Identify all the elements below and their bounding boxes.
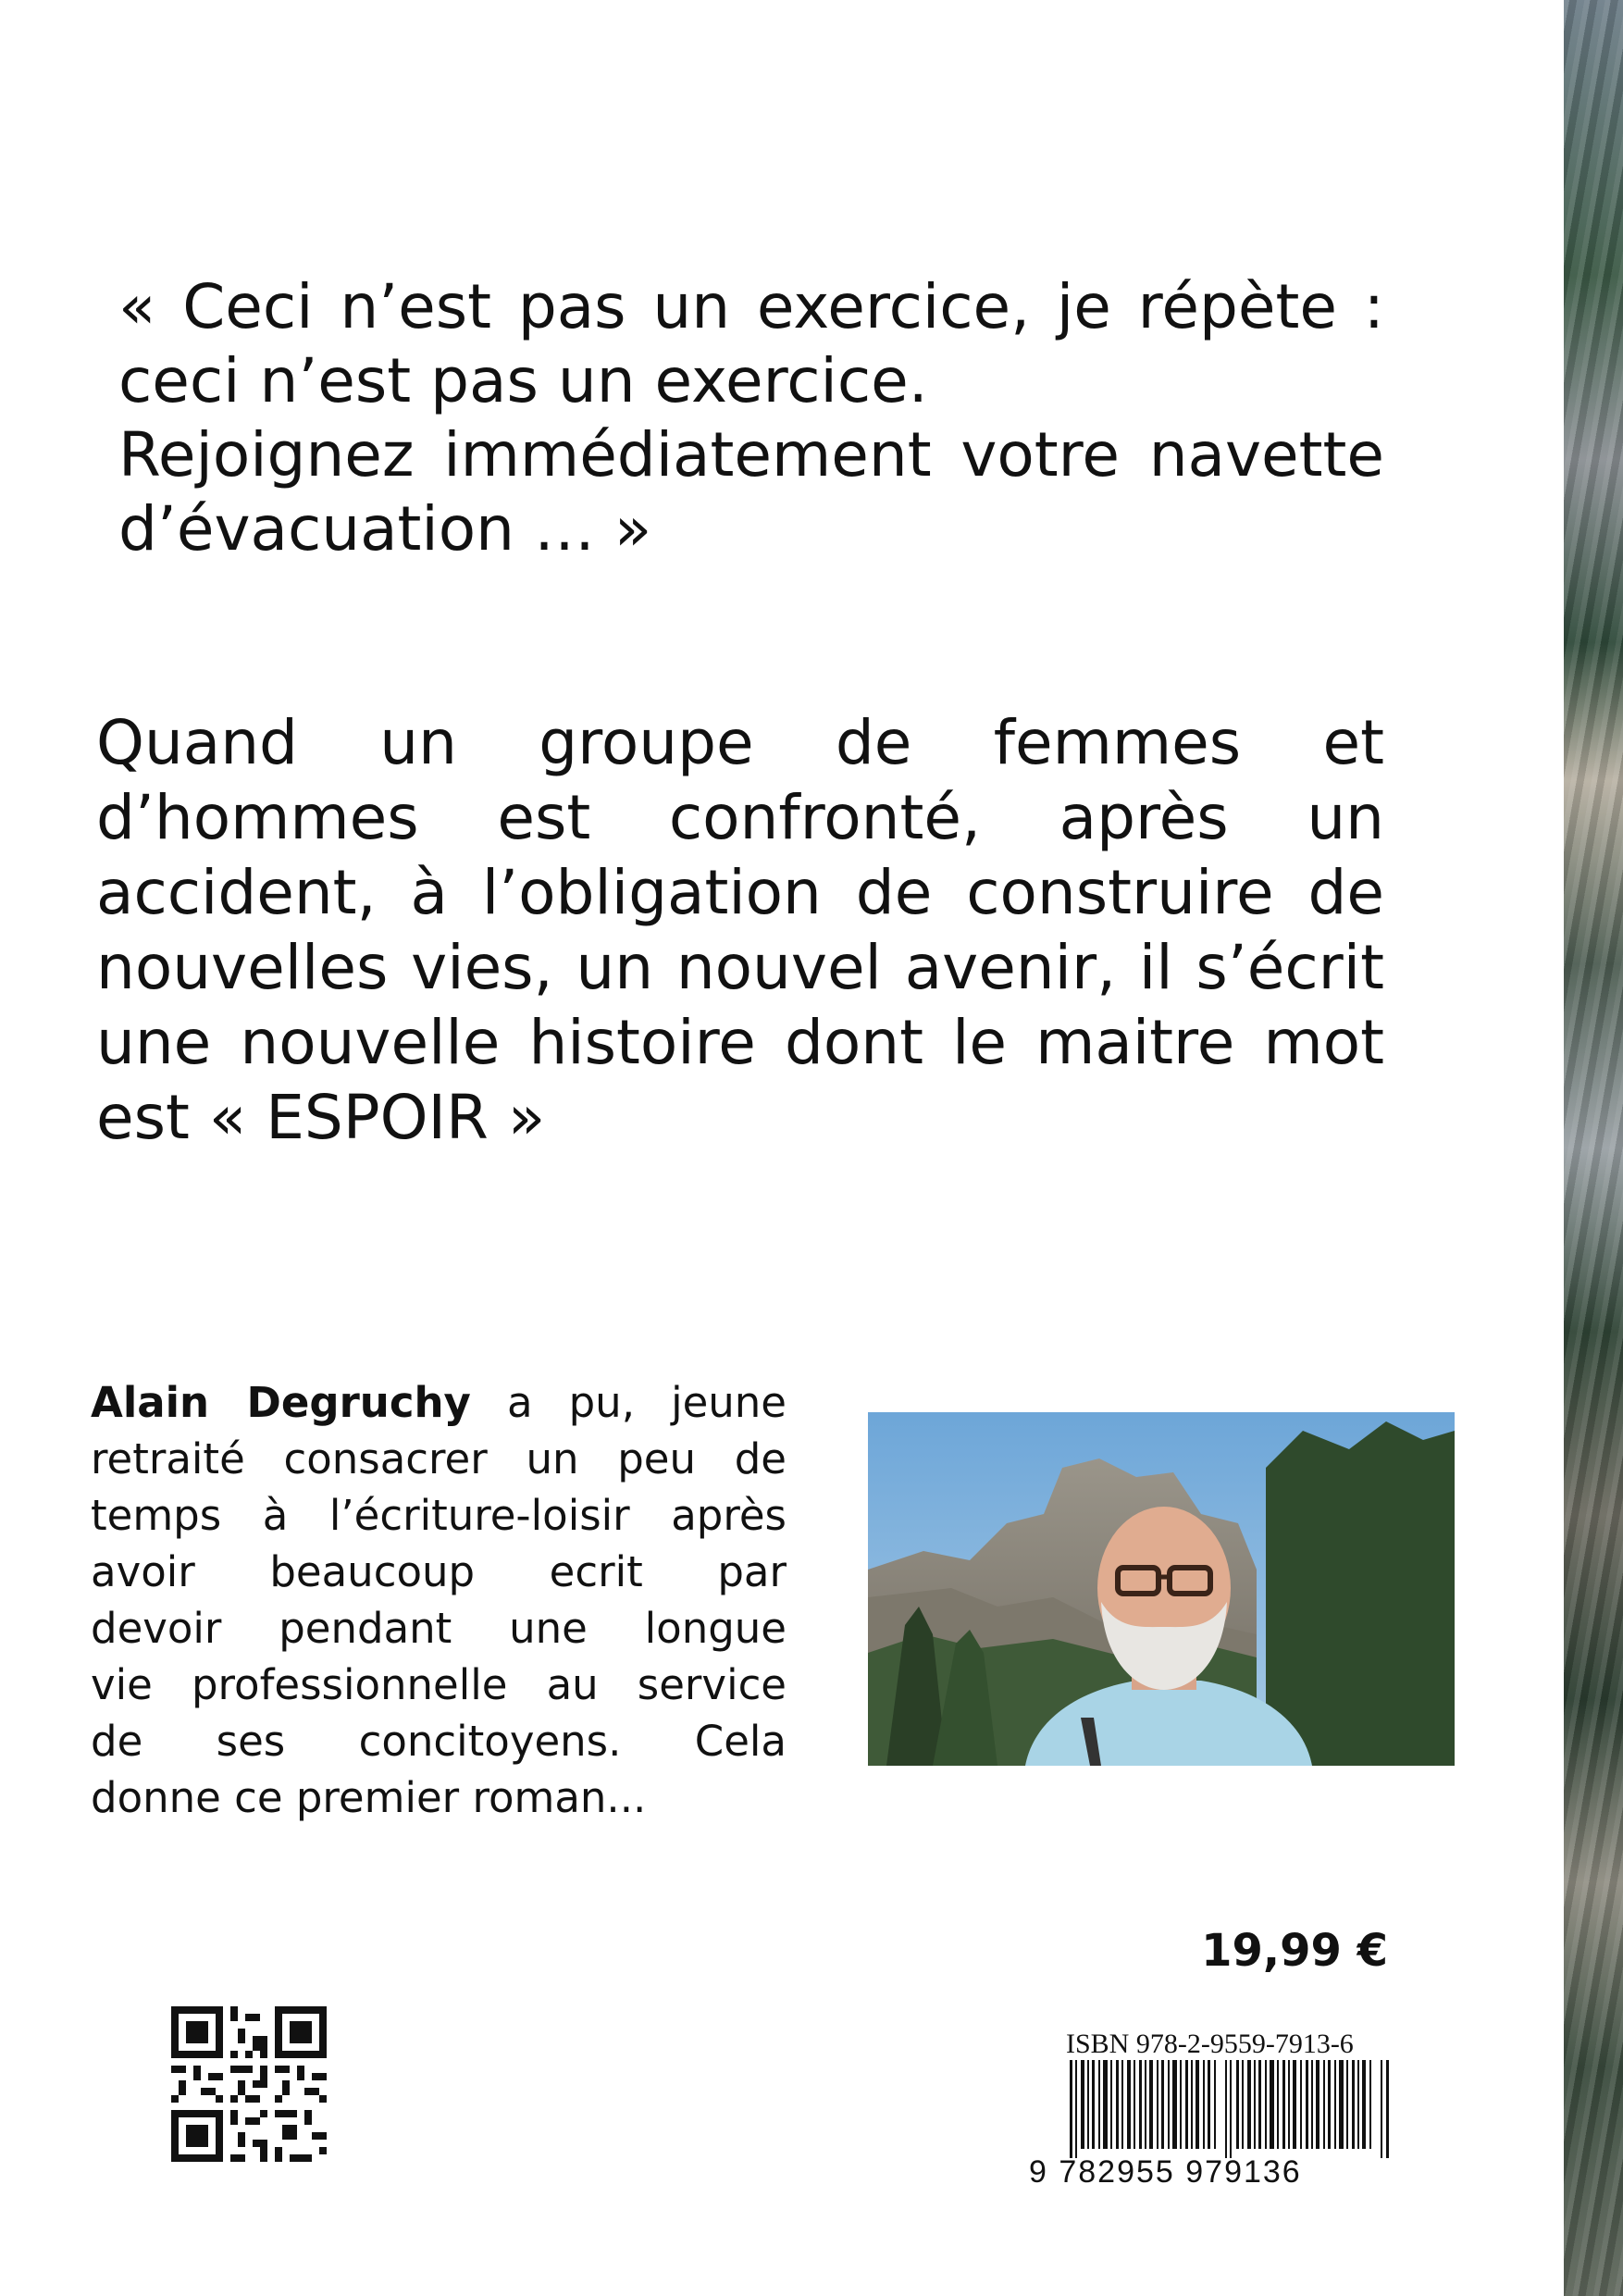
- summary-line: d’hommes est confronté, après un: [96, 782, 1384, 853]
- quote-line: Rejoignez immédiatement votre navette: [118, 419, 1384, 490]
- summary-block: [96, 705, 1384, 1155]
- barcode-digits: 9 782955 979136: [1029, 2154, 1302, 2190]
- quote-line: d’évacuation … »: [118, 493, 652, 565]
- summary-line: nouvelles vies, un nouvel avenir, il s’écrit: [96, 932, 1384, 1003]
- price-label: 19,99 €: [1201, 1925, 1388, 1977]
- bio-text: a pu, jeune: [506, 1378, 787, 1427]
- bio-line: devoir pendant une longue: [91, 1604, 787, 1653]
- quote-line: ceci n’est pas un exercice.: [118, 345, 928, 416]
- bio-line: donne ce premier roman...: [91, 1773, 647, 1822]
- isbn-label: ISBN 978-2-9559-7913-6: [1066, 2029, 1354, 2059]
- qr-code-icon: [171, 2006, 327, 2162]
- forest-edge-image: [1564, 0, 1623, 2296]
- summary-line: une nouvelle histoire dont le maitre mot: [96, 1007, 1384, 1078]
- bio-line: retraité consacrer un peu de: [91, 1434, 787, 1483]
- bio-line: [91, 1374, 787, 1431]
- summary-line: Quand un groupe de femmes et: [96, 707, 1384, 778]
- quote-line: « Ceci n’est pas un exercice, je répète :: [118, 271, 1384, 342]
- bio-line: de ses concitoyens. Cela: [91, 1717, 787, 1766]
- bio-line: vie professionnelle au service: [91, 1660, 787, 1709]
- bio-line: avoir beaucoup ecrit par: [91, 1547, 787, 1596]
- isbn-barcode-block: [1029, 2029, 1399, 2195]
- bio-line: temps à l’écriture-loisir après: [91, 1491, 787, 1540]
- barcode-icon: [1066, 2060, 1399, 2158]
- author-photo-illustration: [868, 1412, 1455, 1766]
- summary-line: accident, à l’obligation de construire de: [96, 857, 1384, 928]
- quote-block: [118, 270, 1384, 566]
- author-bio: [91, 1374, 787, 1826]
- author-name: Alain Degruchy: [91, 1378, 471, 1427]
- author-photo: [868, 1412, 1455, 1766]
- qr-code-graphic: [171, 2006, 327, 2162]
- summary-line: est « ESPOIR »: [96, 1082, 546, 1153]
